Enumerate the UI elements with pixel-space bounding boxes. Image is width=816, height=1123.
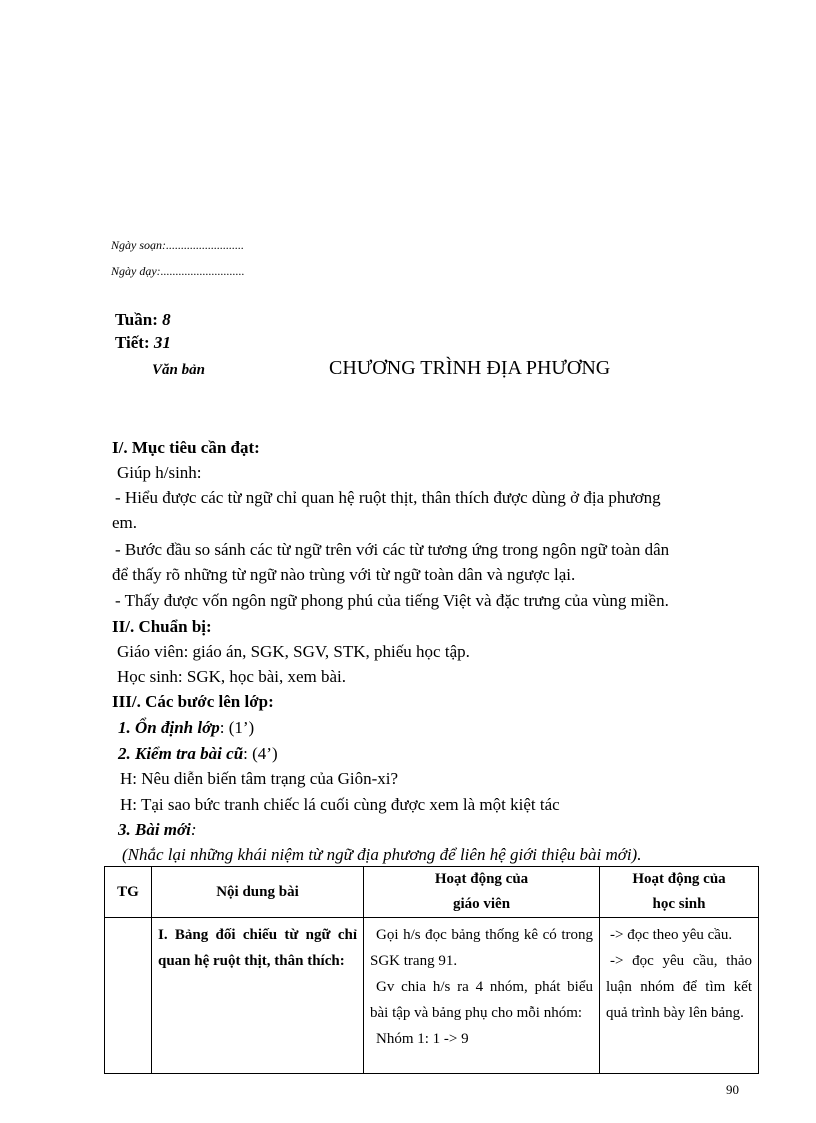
step3-label: 3. Bài mới	[118, 820, 191, 839]
header-gv-line2: giáo viên	[452, 896, 511, 912]
van-ban-label: Văn bản	[152, 362, 205, 378]
cell-noi-dung	[152, 918, 364, 1074]
table-header-row	[105, 867, 759, 918]
header-noi-dung: Nội dung bài	[152, 867, 364, 918]
gv-text-3: Nhóm 1: 1 -> 9	[376, 1031, 469, 1047]
page-number: 90	[726, 1082, 739, 1097]
header-giao-vien	[364, 867, 600, 918]
section1-intro: Giúp h/sinh:	[117, 463, 202, 482]
tuan-value: 8	[162, 310, 171, 329]
step3	[118, 820, 197, 840]
hs-text-2: -> đọc yêu cầu, thảo luận nhóm để tìm kết quả trình bày lên bảng.	[606, 953, 752, 1021]
section1-heading: I/. Mục tiêu cần đạt:	[112, 438, 260, 457]
step1-label: 1. Ổn định lớp	[118, 718, 220, 737]
section1-line2b: để thấy rõ những từ ngữ nào trùng với từ ngữ toàn dân và ngược lại.	[112, 565, 576, 584]
noi-dung-text: I. Bảng đối chiếu từ ngữ chỉ quan hệ ruột thịt, thân thích:	[158, 927, 357, 969]
gv-text-1: Gọi h/s đọc bảng thống kê có trong SGK trang 91.	[370, 927, 593, 969]
tiet-value: 31	[153, 333, 171, 352]
header-hs-line2: học sinh	[652, 896, 706, 912]
step1-time: : (1’)	[219, 718, 255, 737]
gv-text-2: Gv chia h/s ra 4 nhóm, phát biểu bài tập và bảng phụ cho mỗi nhóm:	[370, 979, 593, 1021]
step3-note: (Nhắc lại những khái niệm từ ngữ địa phương để liên hệ giới thiệu bài mới).	[122, 845, 642, 864]
step3-colon: :	[190, 820, 197, 839]
section2-giao-vien: Giáo viên: giáo án, SGK, SGV, STK, phiếu học tập.	[117, 642, 470, 661]
step2-time: : (4’)	[243, 744, 278, 763]
section2-hoc-sinh: Học sinh: SGK, học bài, xem bài.	[117, 667, 346, 686]
section2-heading: II/. Chuẩn bị:	[112, 617, 212, 636]
header-gv-line1: Hoạt động của	[434, 871, 529, 887]
section3-heading: III/. Các bước lên lớp:	[112, 692, 274, 711]
hs-text-1: -> đọc theo yêu cầu.	[610, 927, 733, 943]
tiet-line	[115, 333, 171, 353]
page-title: CHƯƠNG TRÌNH ĐỊA PHƯƠNG	[329, 357, 611, 379]
ngay-day: Ngày dạy:............................	[111, 264, 245, 278]
section1-line2a: - Bước đầu so sánh các từ ngữ trên với các từ tương ứng trong ngôn ngữ toàn dân	[115, 540, 670, 559]
question-2: H: Tại sao bức tranh chiếc lá cuối cùng được xem là một kiệt tác	[120, 795, 560, 814]
cell-hoc-sinh	[600, 918, 759, 1074]
cell-giao-vien	[364, 918, 600, 1074]
lesson-table	[104, 866, 759, 1074]
section1-line3: - Thấy được vốn ngôn ngữ phong phú của tiếng Việt và đặc trưng của vùng miền.	[115, 591, 669, 610]
tiet-label: Tiết:	[115, 333, 150, 352]
step2-label: 2. Kiểm tra bài cũ	[118, 744, 244, 763]
step2	[118, 744, 278, 764]
cell-tg	[105, 918, 152, 1074]
section1-line1a: - Hiểu được các từ ngữ chỉ quan hệ ruột thịt, thân thích được dùng ở địa phương	[115, 488, 661, 507]
header-hoc-sinh	[600, 867, 759, 918]
ngay-soan: Ngày soạn:..........................	[111, 238, 244, 252]
tuan-line	[115, 310, 171, 330]
section1-line1b: em.	[112, 513, 138, 532]
table-row	[105, 918, 759, 1074]
header-tg: TG	[105, 867, 152, 918]
step1	[118, 718, 254, 738]
tuan-label: Tuần:	[115, 310, 158, 329]
header-hs-line1: Hoạt động của	[632, 871, 726, 887]
question-1: H: Nêu diễn biến tâm trạng của Giôn-xi?	[120, 769, 399, 788]
